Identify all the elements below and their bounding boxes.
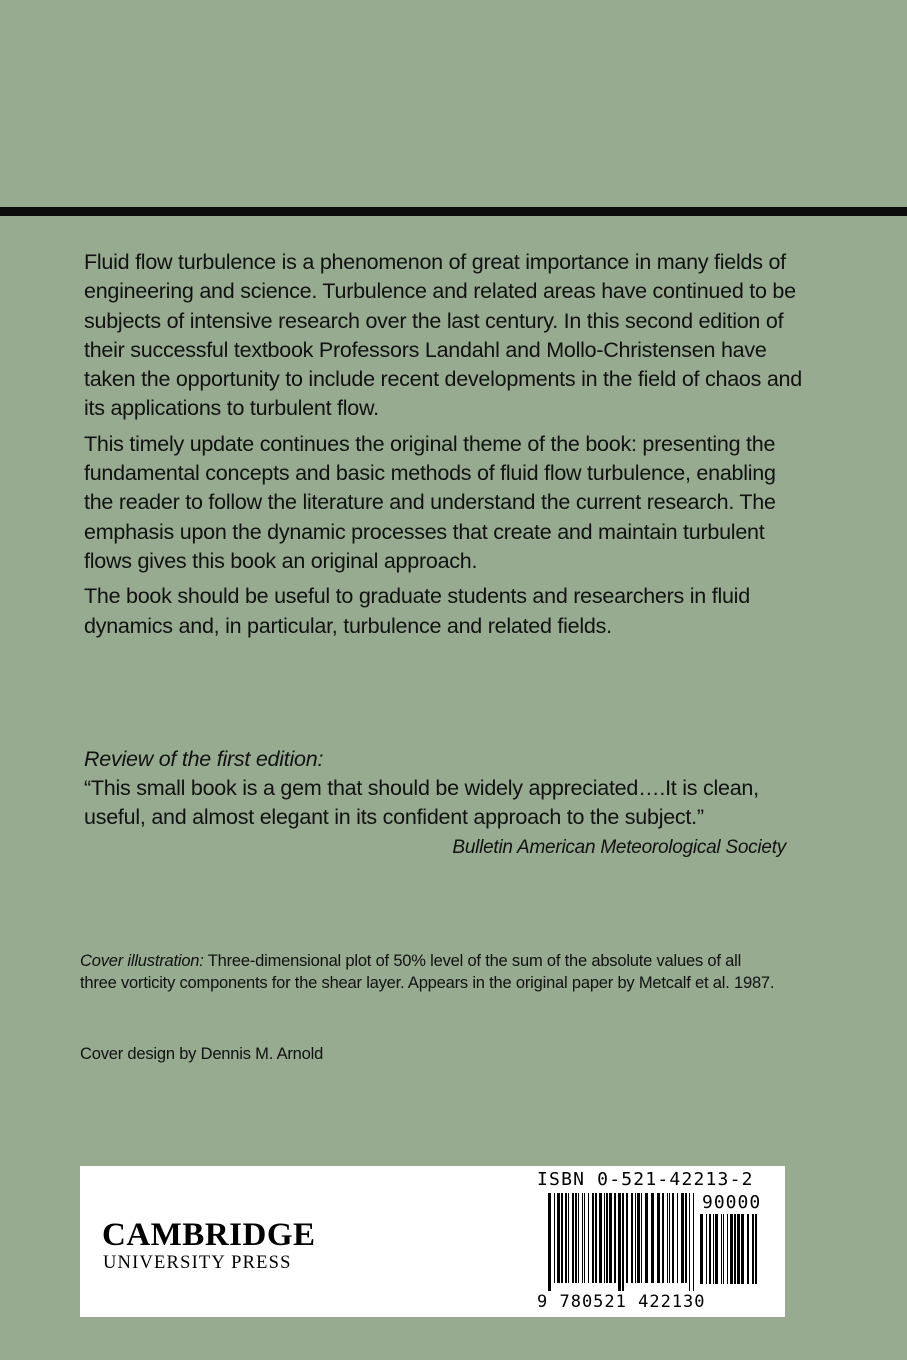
publisher-name-line2: UNIVERSITY PRESS [103, 1253, 292, 1273]
barcode-bar [734, 1214, 736, 1284]
cover-illustration-text: Three-dimensional plot of 50% level of the sum of the absolute values of all three vorticity components for the shear layer. Appears in the original paper by Metcalf et al. 1987. [80, 952, 775, 992]
review [84, 745, 804, 858]
barcode-bar [677, 1193, 678, 1283]
price-code: 90000 [702, 1192, 762, 1213]
barcode-bar [727, 1214, 728, 1284]
barcode-bar [706, 1214, 707, 1284]
barcode-bar [572, 1193, 574, 1283]
review-heading: Review of the first edition: [84, 747, 324, 771]
isbn-text: ISBN 0-521-42213-2 [537, 1169, 754, 1190]
barcode-bar [561, 1193, 563, 1283]
review-source: Bulletin American Meteorological Society [452, 837, 786, 858]
review-quote: “This small book is a gem that should be widely appreciated….It is clean, useful, and almost elegant in its confident approach to the subject.” [84, 776, 759, 829]
barcode-bar [685, 1193, 687, 1283]
barcode-bar [713, 1214, 714, 1284]
barcode-bar [568, 1193, 569, 1283]
barcode-bar [565, 1193, 567, 1283]
barcode-bar [609, 1193, 612, 1283]
barcode-bar [741, 1214, 744, 1284]
cover-illustration-credit [80, 950, 780, 994]
barcode-bar [669, 1193, 670, 1283]
barcode-bar [723, 1214, 724, 1284]
barcode-bar [637, 1193, 640, 1283]
barcode-bar [667, 1193, 668, 1283]
barcode-bar [557, 1193, 560, 1283]
barcode-bar [689, 1193, 690, 1291]
barcode-bar [548, 1193, 551, 1291]
barcode-bar [588, 1193, 589, 1283]
barcode-bar [604, 1193, 605, 1283]
cover-design-credit: Cover design by Dennis M. Arnold [80, 1045, 324, 1063]
barcode-bar [645, 1193, 648, 1283]
barcode-bar [635, 1193, 636, 1283]
blurb-paragraph-3: The book should be useful to graduate students and researchers in fluid dynamics and, in particular, turbulence and related fields. [84, 584, 750, 638]
barcode-bar [721, 1214, 722, 1284]
barcode-bar [709, 1214, 711, 1284]
barcode-bar [730, 1214, 733, 1284]
barcode-bar [614, 1193, 616, 1283]
barcode-bar [752, 1214, 754, 1284]
barcode-bar [657, 1193, 660, 1283]
cover-illustration-label: Cover illustration: [80, 952, 204, 970]
cover-divider-bar [0, 207, 907, 216]
barcode-bar [693, 1193, 694, 1291]
publisher-barcode-panel [80, 1166, 785, 1317]
barcode-bar [599, 1193, 602, 1283]
barcode-bar [631, 1193, 633, 1283]
barcode-bar [672, 1193, 674, 1283]
barcode-bar [700, 1214, 703, 1284]
price-barcode [700, 1214, 758, 1292]
barcode-bar [622, 1193, 624, 1291]
barcode-bar [641, 1193, 642, 1283]
barcode-bar [737, 1214, 740, 1284]
barcode-bar [755, 1214, 757, 1284]
barcode-bar [575, 1193, 577, 1283]
ean-digits: 9 780521 422130 [537, 1292, 706, 1312]
barcode-bar [715, 1214, 718, 1284]
barcode-bar [747, 1214, 749, 1284]
barcode-bar [618, 1193, 621, 1291]
ean-barcode [548, 1193, 694, 1291]
barcode-bar [578, 1193, 579, 1283]
barcode-bar [626, 1193, 628, 1283]
publisher-name-line1: CAMBRIDGE [102, 1217, 316, 1253]
blurb-paragraph-1: Fluid flow turbulence is a phenomenon of great importance in many fields of engineering and science. Turbulence and related areas have continued to be subjects of intensive research over the last century. In this second edition of their successful textbook Professors Landahl and Mollo-Christensen have taken the opportunity to include recent developments in the field of chaos and its applications to turbulent flow. [84, 250, 802, 421]
barcode-bar [584, 1193, 585, 1283]
barcode-bar [681, 1193, 684, 1283]
barcode-bar [662, 1193, 664, 1283]
barcode-bar [592, 1193, 594, 1283]
blurb [84, 248, 804, 647]
barcode-bar [582, 1193, 583, 1283]
barcode-bar [554, 1193, 555, 1283]
barcode-bar [595, 1193, 597, 1283]
publisher-logo [102, 1218, 316, 1274]
barcode-bar [651, 1193, 654, 1283]
barcode-bar [606, 1193, 608, 1283]
blurb-paragraph-2: This timely update continues the original theme of the book: presenting the fundamental concepts and basic methods of fluid flow turbulence, enabling the reader to follow the literature and understand the current research. The emphasis upon the dynamic processes that create and maintain turbulent flows gives this book an original approach. [84, 431, 776, 573]
